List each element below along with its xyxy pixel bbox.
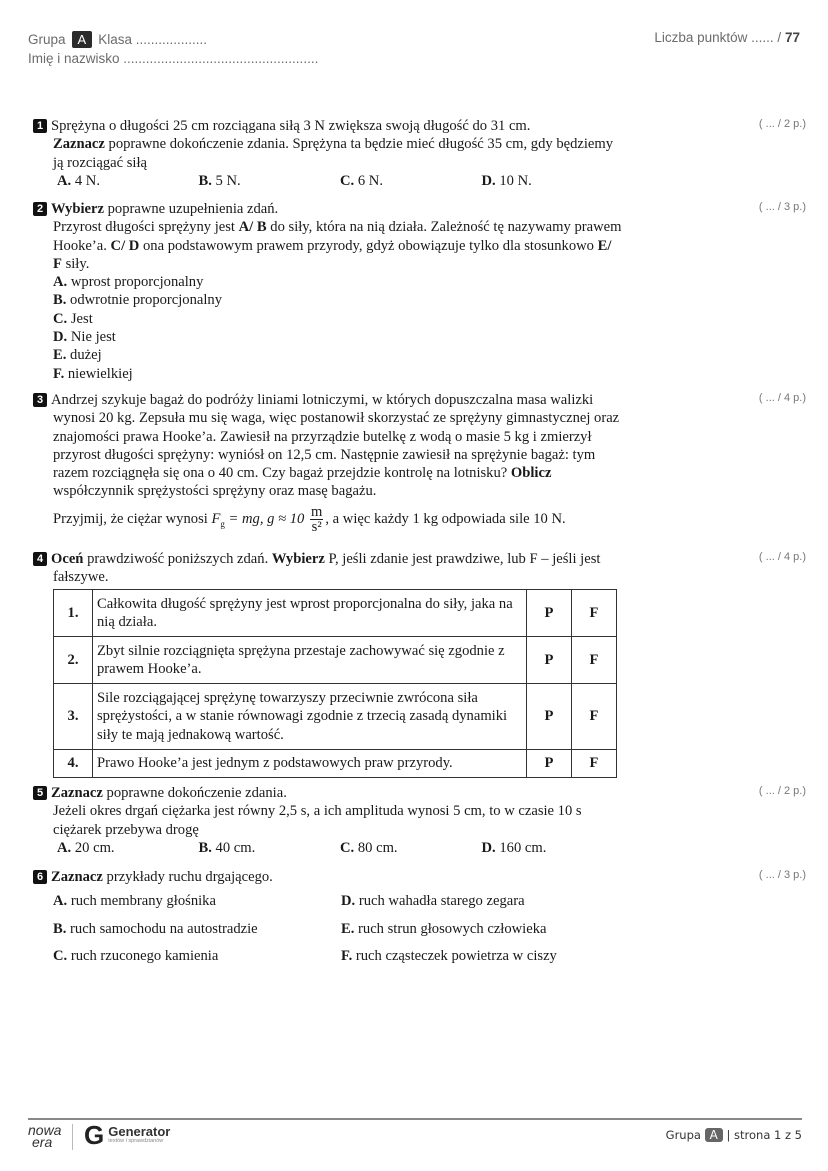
fraction-m-s2: $\frac{m}{\text{s²}}$ bbox=[311, 503, 323, 535]
answer-options bbox=[33, 172, 623, 190]
header-left bbox=[28, 30, 318, 68]
name-field[interactable]: Imię i nazwisko .................................................... bbox=[28, 51, 319, 66]
footer-divider bbox=[28, 1118, 802, 1120]
true-option[interactable]: P bbox=[527, 637, 572, 684]
instruction-verb: Zaznacz bbox=[51, 869, 103, 885]
task-3-points: ( ... / 4 p.) bbox=[758, 392, 806, 404]
option-a[interactable]: A. 20 cm. bbox=[57, 839, 115, 856]
instruction-verb: Zaznacz bbox=[51, 785, 103, 801]
generator-logo: G Generator testów i sprawdzianów bbox=[84, 1120, 171, 1150]
option-d[interactable]: D. 10 N. bbox=[481, 172, 532, 189]
instruction-verb: Zaznacz bbox=[53, 136, 105, 153]
task-3 bbox=[33, 391, 623, 534]
group-badge: A bbox=[705, 1128, 723, 1142]
task-5-points: ( ... / 2 p.) bbox=[758, 785, 806, 797]
page-indicator: | strona 1 z 5 bbox=[726, 1128, 802, 1142]
task-number-badge: 5 bbox=[33, 786, 47, 800]
table-row: 4. Prawo Hooke’a jest jednym z podstawowych praw przyrody. P F bbox=[54, 750, 617, 778]
false-option[interactable]: F bbox=[572, 590, 617, 637]
task-number-badge: 4 bbox=[33, 552, 47, 566]
table-row: 1. Całkowita długość sprężyny jest wprost proporcjonalna do siły, jaka na nią działa. P F bbox=[54, 590, 617, 637]
assumption-text: Przyjmij, że ciężar wynosi $F_g$ = mg, g ≈ 10 $\frac{m}{\text{s²}}$ , a więc każdy 1 kg odpowiada sile 10 N. bbox=[53, 503, 566, 535]
true-option[interactable]: P bbox=[527, 590, 572, 637]
group-label: Grupa bbox=[28, 32, 66, 47]
table-row: 3. Sile rozciągającej sprężynę towarzyszy przeciwnie zwrócona siła sprężystości, a w stanie równowagi zgodnie z trzecią zasadą dynamiki siły te mają jednakową wartość. P F bbox=[54, 684, 617, 750]
task-text: Sprężyna o długości 25 cm rozciągana siłą 3 N zwiększa swoją długość do 31 cm. bbox=[51, 118, 531, 134]
task-text: Przyrost długości sprężyny jest A/ B do siły, która na nią działa. Zależność tę nazywamy prawem Hooke’a. C/ D ona podstawowym prawem przyrody, gdyż obowiązuje tylko dla stosunkowo E/ F siły. bbox=[53, 219, 622, 272]
task-1 bbox=[33, 117, 623, 190]
class-field[interactable]: Klasa ................... bbox=[98, 32, 207, 47]
option-e[interactable]: E. dużej bbox=[53, 347, 102, 364]
answer-options bbox=[33, 892, 623, 965]
points-label: Liczba punktów ...... / bbox=[654, 30, 782, 45]
answer-options bbox=[33, 273, 623, 383]
option-f[interactable]: F. ruch cząsteczek powietrza w ciszy bbox=[341, 947, 557, 964]
logo-separator bbox=[72, 1124, 73, 1150]
group-badge: A bbox=[72, 31, 93, 48]
task-6-points: ( ... / 3 p.) bbox=[758, 869, 806, 881]
task-5: 5 Zaznacz poprawne dokończenie zdania. Jeżeli okres drgań ciężarka jest równy 2,5 s, a ich amplituda wynosi 5 cm, to w czasie 10 s ciężarek przebywa drogę A. 20 cm. B. 40 cm. C. 80 cm. D. 160 cm. bbox=[33, 784, 623, 857]
option-c[interactable]: C. 80 cm. bbox=[340, 839, 398, 856]
table-row: 2. Zbyt silnie rozciągnięta sprężyna przestaje zachowywać się zgodnie z prawem Hooke’a. P F bbox=[54, 637, 617, 684]
task-text: poprawne dokończenie zdania. Sprężyna ta będzie mieć długość 35 cm, gdy będziemy ją rozciągać siłą bbox=[53, 136, 614, 171]
option-f[interactable]: F. niewielkiej bbox=[53, 365, 133, 382]
true-false-table bbox=[53, 589, 617, 778]
option-b[interactable]: B. 5 N. bbox=[198, 172, 241, 189]
false-option[interactable]: F bbox=[572, 637, 617, 684]
option-c[interactable]: C. ruch rzuconego kamienia bbox=[53, 947, 219, 964]
page-footer-info: Grupa A | strona 1 z 5 bbox=[665, 1128, 802, 1142]
true-option[interactable]: P bbox=[527, 750, 572, 778]
option-a[interactable]: A. wprost proporcjonalny bbox=[53, 274, 204, 291]
task-number-badge: 1 bbox=[33, 119, 47, 133]
option-d[interactable]: D. 160 cm. bbox=[481, 839, 547, 856]
task-text: 3 Andrzej szykuje bagaż do podróży liniami lotniczymi, w których dopuszczalna masa walizki wynosi 20 kg. Zepsuła mu się waga, więc postanowił skorzystać ze sprężyny gimnastycznej oraz znajomości prawa Hooke’a. Zawiesił na przyrządzie butelkę z wodą o masie 5 kg i zmierzył przyrost długości sprężyny: wyniósł on 12,5 cm. Następnie zawiesił na sprężynie bagaż: tym razem rozciągnęła się ona o 40 cm. Czy bagaż przejdzie kontrolę na lotnisku? Oblicz współczynnik sprężystości sprężyny oraz masę bagażu. bbox=[33, 391, 623, 501]
task-1-points: ( ... / 2 p.) bbox=[758, 118, 806, 130]
task-number-badge: 3 bbox=[33, 393, 47, 407]
generator-g-icon: G bbox=[84, 1120, 105, 1150]
task-4 bbox=[33, 550, 623, 587]
option-a[interactable]: A. 4 N. bbox=[57, 172, 100, 189]
points-max: 77 bbox=[784, 30, 800, 45]
nowa-era-logo: nowa era bbox=[28, 1122, 62, 1150]
task-2-points: ( ... / 3 p.) bbox=[758, 201, 806, 213]
option-c[interactable]: C. Jest bbox=[53, 310, 93, 327]
points-total bbox=[654, 30, 800, 45]
option-d[interactable]: D. Nie jest bbox=[53, 329, 116, 346]
option-e[interactable]: E. ruch strun głosowych człowieka bbox=[341, 920, 547, 937]
group-class-line bbox=[28, 30, 318, 49]
false-option[interactable]: F bbox=[572, 750, 617, 778]
false-option[interactable]: F bbox=[572, 684, 617, 750]
option-b[interactable]: B. 40 cm. bbox=[198, 839, 256, 856]
task-text: Jeżeli okres drgań ciężarka jest równy 2,5 s, a ich amplituda wynosi 5 cm, to w czasie 10 s ciężarek przebywa drogę bbox=[53, 803, 582, 838]
option-d[interactable]: D. ruch wahadła starego zegara bbox=[341, 893, 525, 910]
task-number-badge: 2 bbox=[33, 202, 47, 216]
answer-options bbox=[33, 839, 623, 857]
option-b[interactable]: B. odwrotnie proporcjonalny bbox=[53, 292, 223, 309]
instruction-verb: Wybierz bbox=[51, 201, 104, 217]
option-b[interactable]: B. ruch samochodu na autostradzie bbox=[53, 920, 258, 937]
task-text: 4 Oceń prawdziwość poniższych zdań. Wybierz P, jeśli zdanie jest prawdziwe, lub F – jeśli jest fałszywe. bbox=[33, 550, 623, 587]
task-number-badge: 6 bbox=[33, 870, 47, 884]
task-6: 6 Zaznacz przykłady ruchu drgającego. A. ruch membrany głośnika D. ruch wahadła starego zegara B. ruch samochodu na autostradzie E. ruch strun głosowych człowieka C. ruch rzuconego kamienia F. ruch cząsteczek powietrza w ciszy bbox=[33, 868, 623, 965]
option-a[interactable]: A. ruch membrany głośnika bbox=[53, 893, 216, 910]
task-2: 2 Wybierz poprawne uzupełnienia zdań. Przyrost długości sprężyny jest A/ B do siły, która na nią działa. Zależność tę nazywamy prawem Hooke’a. C/ D ona podstawowym prawem przyrody, gdyż obowiązuje tylko dla stosunkowo E/ F siły. A. wprost proporcjonalny B. odwrotnie proporcjonalny C. Jest D. Nie jest E. dużej F. niewielkiej bbox=[33, 200, 623, 383]
option-c[interactable]: C. 6 N. bbox=[340, 172, 383, 189]
true-option[interactable]: P bbox=[527, 684, 572, 750]
task-4-points: ( ... / 4 p.) bbox=[758, 551, 806, 563]
